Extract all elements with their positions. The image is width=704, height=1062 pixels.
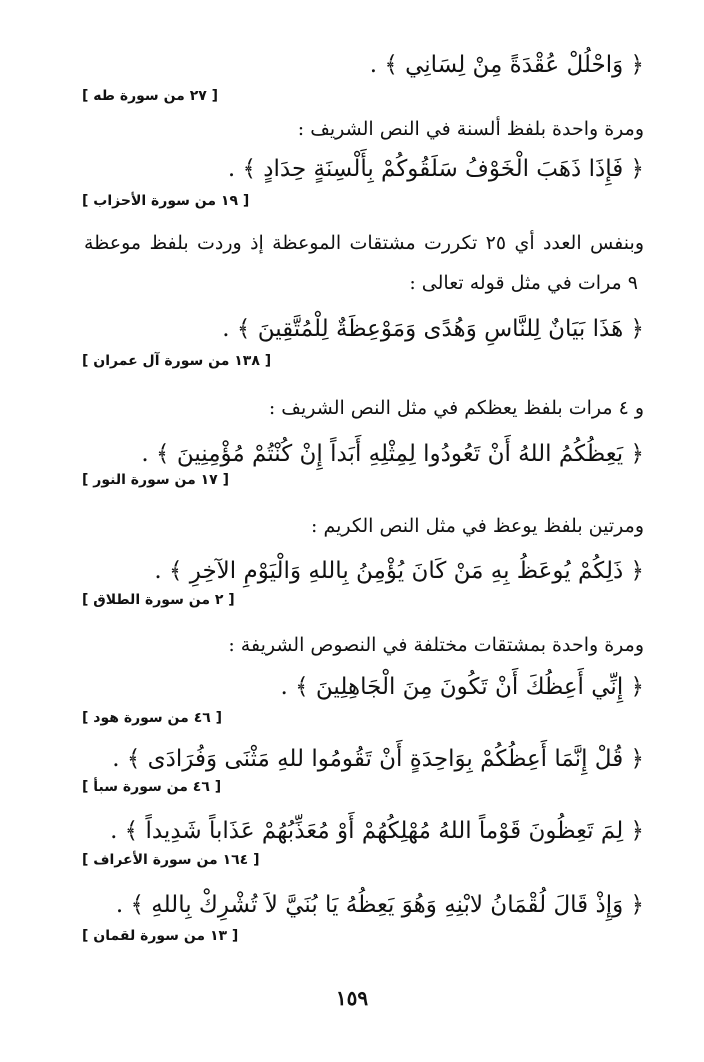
verse-reference: [ ٤٦ من سورة هود ] [82,710,223,726]
verse-line: ﴿ لِمَ تَعِظُونَ قَوْماً اللهُ مُهْلِكُهُمْ أَوْ مُعَذِّبُهُمْ عَذَاباً شَدِيداً ﴾ . [110,818,644,844]
text-paragraph: ومرة واحدة بمشتقات مختلفة في النصوص الشريفة : [228,634,644,656]
verse-line: ﴿ وَاحْلُلْ عُقْدَةً مِنْ لِسَانِي ﴾ . [369,52,644,78]
text-paragraph: وبنفس العدد أي ٢٥ تكررت مشتقات الموعظة إذ وردت بلفظ موعظة [84,232,644,254]
verse-reference: [ ٤٦ من سورة سبأ ] [82,779,222,795]
verse-line: ﴿ قُلْ إِنَّمَا أَعِظُكُمْ بِوَاحِدَةٍ أَنْ تَقُومُوا للهِ مَثْنَى وَفُرَادَى ﴾ . [112,746,644,772]
verse-reference: [ ١٣ من سورة لقمان ] [82,928,239,944]
text-paragraph: و ٤ مرات بلفظ يعظكم في مثل النص الشريف : [268,397,644,419]
verse-line: ﴿ ذَلِكُمْ يُوعَظُ بِهِ مَنْ كَانَ يُؤْمِنُ بِاللهِ وَالْيَوْمِ الآخِرِ ﴾ . [154,558,644,584]
verse-line: ﴿ هَذَا بَيَانٌ لِلنَّاسِ وَهُدًى وَمَوْعِظَةٌ لِلْمُتَّقِينَ ﴾ . [222,316,644,342]
verse-reference: [ ١٩ من سورة الأحزاب ] [82,193,250,209]
text-paragraph: ٩ مرات في مثل قوله تعالى : [409,272,638,294]
verse-line: ﴿ فَإِذَا ذَهَبَ الْخَوْفُ سَلَقُوكُمْ بِأَلْسِنَةٍ حِدَادٍ ﴾ . [227,156,644,182]
verse-reference: [ ١٦٤ من سورة الأعراف ] [82,852,260,868]
verse-reference: [ ٢ من سورة الطلاق ] [82,592,235,608]
verse-reference: [ ١٣٨ من سورة آل عمران ] [82,353,272,369]
verse-line: ﴿ وَإِذْ قَالَ لُقْمَانُ لابْنِهِ وَهُوَ يَعِظُهُ يَا بُنَيَّ لاَ تُشْرِكْ بِاللهِ ﴾ . [115,892,644,918]
verse-reference: [ ٢٧ من سورة طه ] [82,88,219,104]
page-number: ١٥٩ [335,986,369,1010]
verse-line: ﴿ يَعِظُكُمُ اللهُ أَنْ تَعُودُوا لِمِثْلِهِ أَبَداً إِنْ كُنْتُمْ مُؤْمِنِينَ ﴾ . [141,441,644,467]
text-paragraph: ومرتين بلفظ يوعظ في مثل النص الكريم : [311,515,644,537]
verse-line: ﴿ إِنِّي أَعِظُكَ أَنْ تَكُونَ مِنَ الْجَاهِلِينَ ﴾ . [280,674,644,700]
text-paragraph: ومرة واحدة بلفظ ألسنة في النص الشريف : [297,118,644,140]
verse-reference: [ ١٧ من سورة النور ] [82,472,230,488]
